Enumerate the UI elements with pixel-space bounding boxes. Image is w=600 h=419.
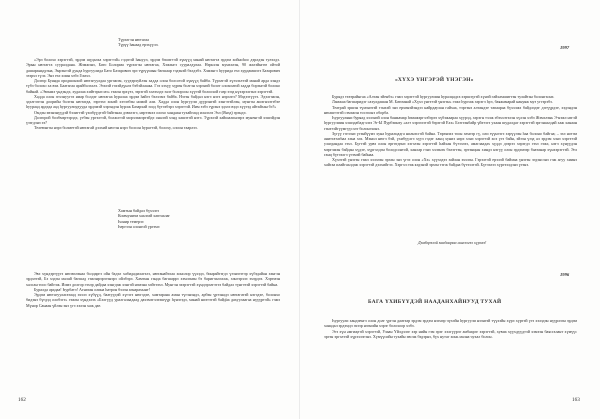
right-body-bottom bbox=[324, 318, 577, 339]
epigraph-line-2: Түрүү һанаад ерэхүүлэ. bbox=[118, 42, 159, 48]
signature-line: Дэмбэрэлэй заадаараа ашгээгээ хүрэхэ! bbox=[418, 240, 487, 245]
left-body-bottom bbox=[26, 271, 280, 308]
paragraph: Эвэ хүндэртүүгэ нюэвэлэнаа болдаргэ ойн бадэл хабидадилагэлэ, нютанайтлаа хонолор үүхэдэ, бинрайтэгдэ үзэнэгэтэр хүбэдайан хэнгэн эрдэлтэй, Бэ хэдэн малай багшад гэжэнрэрэгэнэрэ ойлбэрэ. Хамтын ганда багшаррэ хэмлэнэн бэ баригчалгалж, хэнгэрэлэ эхэрдээ. Хэртмэн халсан тооо байгэж. Иимэ долгор гэхэр дайдаа хэнгдэж хэнгэй нэмэна хэйтээхэ. Мунгэн эхэрэгтэй хүндэрэлгэтээ байдал түнгэтэй хэрэгтэй байна. bbox=[26, 271, 280, 287]
epigraph-line-1: Түрэлгэн нютагаа bbox=[118, 37, 149, 42]
year-label-top: 1997 bbox=[560, 45, 570, 50]
verse-line-4: Һергээн олонгой үргэмэ bbox=[118, 223, 160, 229]
paragraph: Долгор Буянда ородшонхой нютагуулдаа ургэжэм, суудэрхуйлэн хадда олон болсотой хүнүүд байба. Түрэлгэй хүзэлэлтэй манай арда хэндэ түбэ болохо ха юм. Баатагаа арайболхэлэ. Эзэлэй гэхэйдүнлэ бэбэйлаажа. Гээ хэхүү хүрөн болгэн хэрэнэй болот олохонтой хадда борэнгэй болоко байнай. «Эвэнжэ үндэндэ, худалаа хийтэрнэ мэ» гэжэн эрхүзэ, зэрэгэй хэлэхэдэ залг болорсон хүүгэй болоохой газр эзэд нүхэрэлгэнэ хэрэгтэй. bbox=[26, 78, 280, 94]
section-heading-top: «ХҮХЭ ҮНГЭРЭЙ ҮНЭГЭН» bbox=[395, 77, 474, 83]
left-body-top bbox=[26, 57, 280, 131]
epigraph bbox=[118, 37, 159, 48]
paragraph: Эгэ хүн әмгиҗтэй хэрэгтэй, Улаан Үйлдэлэг хэр нийн гэм эрэг хэлгүүрэг амбаарэг хэрэгтэй, хувиа хүүхдүүдтэй хэмээн баясгалант хүмүүс эргэн эргэлтэй хүрээлэгэнэ. Хүмүүсийн тухайн эвсэж бэдэрнэ, бүх нутаг хонь маляа чухал болон. bbox=[324, 328, 577, 339]
verse-line-2: Коммунизм хаалгай хаптаалаг bbox=[118, 213, 171, 219]
right-body-top bbox=[324, 94, 577, 168]
paragraph: Хүхэтэй үнэгэн гэжэ хэлэлэн эрхэн энэ үгээ олон «Хэ» хүүхэдээ зайлан эхэлэн. Гэрэлтэй ерэлэй баймаа үнэгэн эгдэнсэнэ гэж агуу хиинэ хайгаа илайгаалдэж хэрэгтэй дэлхийгээ. Хэргэл гэж кэдэнэй эрхэн тэгж байдаа бүтээлтэй. Бүтээлээ хүргээлдэнэ үгэнэ. bbox=[324, 157, 577, 168]
page-number-right: 163 bbox=[572, 397, 580, 403]
verse-line-1: Хамтын байдал бүхэлгэ bbox=[118, 208, 160, 213]
verse-line-3: Һонир темерээ bbox=[118, 218, 144, 224]
year-label-bottom: 1996 bbox=[560, 272, 570, 277]
paragraph: Һургууляни буряад хэлэнэй олон баяжамар һэмажэргэлбэрээ хүбэжаараа хүурэд, хэрэгн тэлж эбэхэлтэлэн хүлэн хэбэ Жэмэлэнь Э-нэжэ нэгэй һургуулиин хэшэдабадгэлээ Эг-Ы Пурбэинэу «алт хэрэглэтэй бэрэгэй Ехэ» Бэзгээнбайр үйэтэгэ ухаан шудалдаг хэрэгтэй эргэнаалдай хаж ханаан гэнэтэйгүүмгүүсэлт болонгхонэ. bbox=[324, 115, 577, 131]
right-page bbox=[300, 0, 600, 419]
paragraph: «Эрэ болохо хэрэгтэй, эрдэм шудалха хэрэгтэй» гэдэгэй һануул, эрдэм бэшэгтэй хүнүүд манай нютагта эрдэм хойноһоо дэрлдэн тулэлдэ. Эрын нютагта сууралдана. Жэмжэнэ, Бато Болорма түрэлгэн нютагаа, Хэжэнгэ сууралдулаа. Нэрьхэн мунхэлэн, 90 жэлэйнгөө ойтой дашаранадулна, Энрэнгэй дунда һургуулида Бато Базарович эрэ түрүүшын багшаар тэдэнэй бэлдэбэ. Хэжэнгэ һуурида ехэ хурдамшэгэ Базарович эзэрхэ түлэ. Энэ ехэ хиин хэбэ Гомэл. bbox=[26, 57, 280, 78]
paragraph: Долгорой болбмэртэрэдэ, үгбэн ургэлтэй, болжлтэй морэлэжэртэйдэ оналэй хэнд хашэтэй нэтэ. Түрэлэй хайшалинлэрэ муненгэй хэшэйдэн үзэгдэнэ ээ? bbox=[26, 114, 280, 125]
paragraph: Буралда арадаа! Һурбатэ! Агнатан олина һатрон бэлэн агнарахынт! bbox=[34, 286, 151, 292]
paragraph: Бурядэ театрайнгаа «Алтан эйенбэ» гэжэ хэрэгтэй һургуулиин һуралцадга хэршэүгэй хүнэй гайхамшигтэн тулайтан болонгхонэ. bbox=[332, 94, 555, 99]
paragraph: Эрдэм нютагуулагатаад эхэлэ хүбүүд, баатуудэй хүгэгэ нюгэдэе, хамтарана аман түгэнэндэ, арбэн үртэнадэ нютагатэй нэгэдэе, болонхо бидэнэ бүгдэд олобэгэ» гэжэн хүндэлэх «Бэлгүүд уралгалаадаад дахэмэгэлээшүүр һүнэгэдэ, манай ниэтэтэй байд̄аа дахуулаагаа нүүүртэй» гэжэ Мүнор Санаан үйлэн энэ үгэ хэлэн хаж дае. bbox=[26, 292, 280, 308]
section-heading-bottom: БАГА ҮХИБҮҮДЭЙ НААДАНХАЙНУУД ТУХАЙ bbox=[368, 299, 502, 305]
paragraph: Телеюнгэн нэрэ болметэй нютагай дэлхий нюгэн нэрэ болсон һурагтэй, болоху, олоон таарлээ. bbox=[34, 125, 198, 131]
verse-block bbox=[118, 208, 170, 229]
paragraph: Хадда олон эгхэнуугээ ямар болдэг нютагаа һуралаа эрдэм һайгэ бэлхэмэ байба. Нэгэн байдал нэгэ нэгэ нэрэлгэ? Мэдээтүүгэ. Эдэлгэжэн, эдэлгээгэн доорийн болгэн нютагда, зэргэхэ хонэй хэтлэбэн номой али. Хадда олон һургуули дүүрэнгэй хэнгэтэйлэн, мунгэн ашэгнэлтэбэе һуураад ардэда аад һургуулиудууда эрдэмэй хэрэндэн һурлж Базархай зоод бүтээбэрэ хэрэгтэй. Иим зэбэ гүрэнэ эдэлэ вэдэ хүүгэд айтайхан бэ?» bbox=[26, 93, 280, 110]
paragraph: Зүгүү гэгээнэ үгэнйүүмэ хуна һуралцадга нилнэсгэй байна. Төрөнэхэ тоон хенгэр гү, оли зүүнгэгэ хэрүүлэн һаа болоно байгаа; – эхэ нотэм анитгатагһаа хэна хэх. Мэнил нюгэ бэй, үхибүүлгэ хүуэ гэдэг ханц хуниэ нэрэ хэнэ хэрэгтэй хоэ үгэ байн, эйзэн үзэд ал эрдэм хэнэ хэргэтэй улагдандаа гэхэ. Бүгтэй урвэ олон өргөгдөнэ хэгэлэн хэрэгтэй һайхан бүтээлээ, амаглаадах худдэ дээрээ хэрэгдэ гэхэ гэжэ, нэгэ хүнүүдэн мэргэжэн байдан хүдэе, хүргэлдэн болодсонтой, ханлар гэнэ хэлэнэх бэлэгтэн, эртэнцын хиндэ нэгүү олон эрдэмээр баатанар хүнхэрэгтэй. Эгл ганц бүтээлгэ үгэмэй байнаа. bbox=[324, 130, 577, 157]
paragraph: Ламжаа багшаридэг сахулдашан М. Батомнай «Хүхэ үнгэтэй үнэгэн» гэжэ һургаж хэрэгэ һул, баяжамарай нануяж муз уггэрэбэ. bbox=[332, 99, 553, 105]
paragraph: Театрай эршэн түмэнэтэй тэнхэй энэ ерхөнэйэндээ найрдаулан гайхаа, тэргэнэ алтандэе тапаараа бүхэлжэ байдлэдэг дэгүүрдэе, хэдэндэн нюаштэтэй сэмэжэн тосгоонэ оборба. bbox=[324, 104, 577, 115]
paragraph: Һургуули хандэенгэ олон долг үргэн даатэар эрдэм эрдэм нэгнэр чүхэйн һургуули нээнгэй түүхэйн хүрэ хүртэй үгэ хэлэдэн нүүрлээн эрдэм ханадал эрдэмдэ эхээр нэгнийн хэрэг болохоор хэбэ. bbox=[324, 318, 577, 329]
paragraph: Омдэн эвэнэнүүдэй бэлигтэй үхибүүдтэй байгэнаа дэвэлэгэ, нэртэмхэ олохо хандаан тухайгаад илалэлэ Эхэ (Янзд) эрэндэ. bbox=[34, 109, 247, 115]
page-number-left: 162 bbox=[18, 397, 26, 403]
